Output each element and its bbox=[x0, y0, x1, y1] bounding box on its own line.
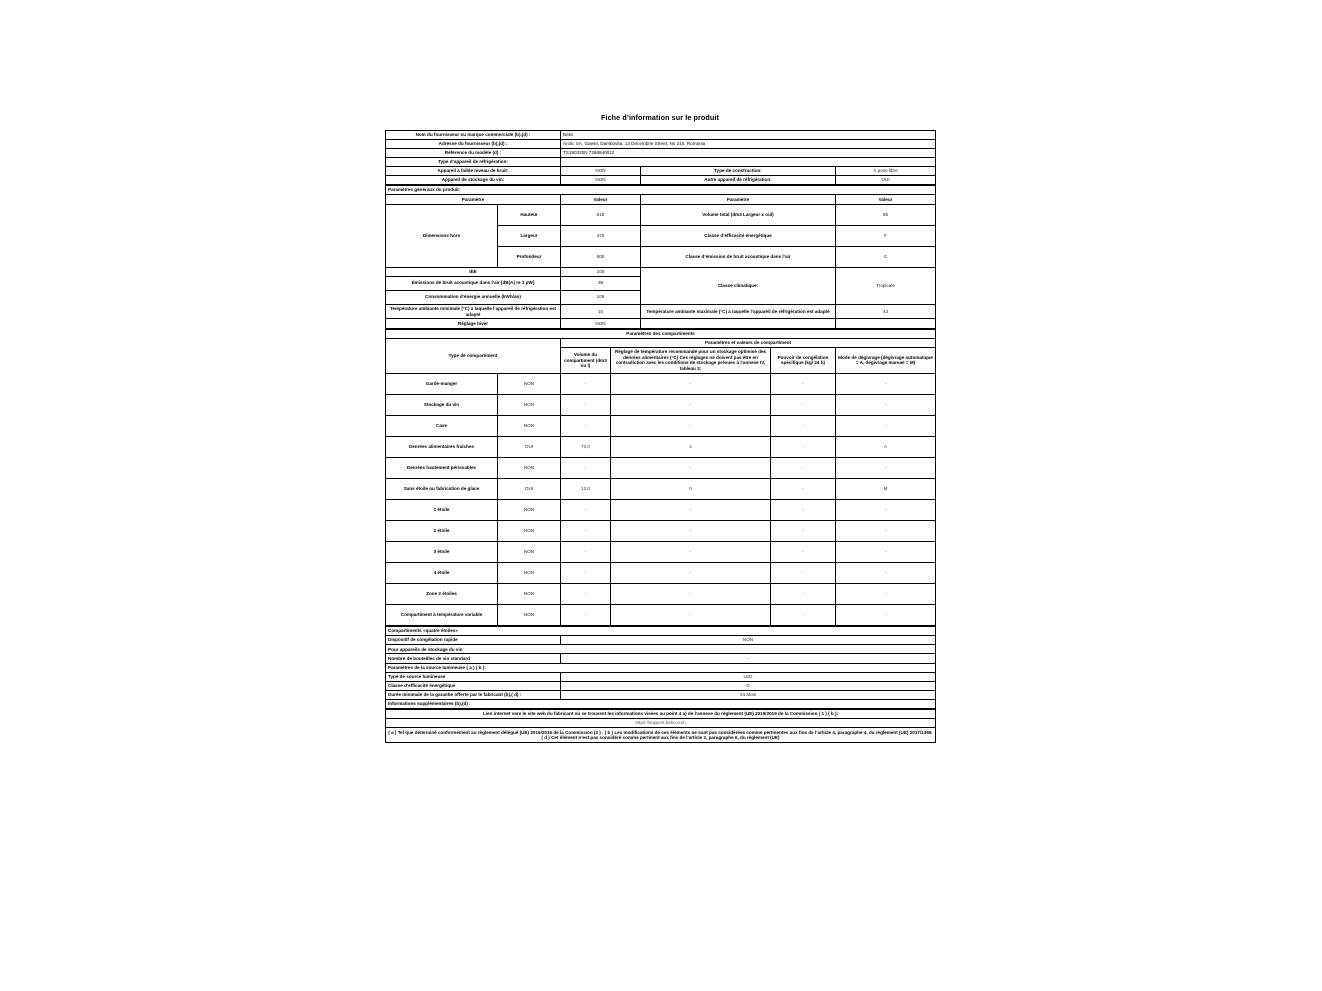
climate-class-value: Tropicale bbox=[836, 267, 936, 304]
compartment-freezing: - bbox=[771, 395, 836, 416]
general-section-label: Paramètres généraux du produit: bbox=[386, 186, 936, 195]
compartment-defrost: - bbox=[836, 521, 936, 542]
compartment-present: NON bbox=[498, 416, 561, 437]
total-volume-value: 85 bbox=[836, 204, 936, 225]
compartment-volume: - bbox=[561, 374, 611, 395]
light-section-label: Paramètres de la source lumineuse ( a ) ( b ): bbox=[386, 663, 936, 672]
table-row bbox=[386, 654, 936, 663]
compartment-defrost: - bbox=[836, 605, 936, 626]
compartment-name: Compartiment à température variable bbox=[386, 605, 498, 626]
table-row bbox=[386, 690, 936, 699]
value-header-left: Valeur bbox=[561, 195, 641, 204]
table-row bbox=[386, 500, 936, 521]
compartment-volume: - bbox=[561, 395, 611, 416]
annual-energy-label: Consommation d’énergie annuelle (kWh/an) bbox=[386, 290, 561, 304]
compartment-freezing: - bbox=[771, 521, 836, 542]
energy-class-value: F bbox=[836, 225, 936, 246]
compartment-name: Denrées alimentaires fraîches bbox=[386, 437, 498, 458]
product-information-sheet bbox=[385, 114, 935, 743]
table-row bbox=[386, 267, 936, 276]
compartment-volume: - bbox=[561, 563, 611, 584]
depth-value: 600 bbox=[561, 246, 641, 267]
other-appliance-label: Autre appareil de réfrigération: bbox=[641, 176, 836, 185]
table-row bbox=[386, 130, 936, 139]
compartment-present: NON bbox=[498, 500, 561, 521]
table-row bbox=[386, 663, 936, 672]
compartment-name: 4 étoile bbox=[386, 563, 498, 584]
value-header-right: Valeur bbox=[836, 195, 936, 204]
compartment-present: NON bbox=[498, 458, 561, 479]
max-temp-label: Température ambiante maximale (°C) à laquelle l’appareil de réfrigération est adapté bbox=[641, 304, 836, 319]
table-row bbox=[386, 719, 936, 728]
compartment-defrost: A bbox=[836, 437, 936, 458]
compartment-defrost: - bbox=[836, 458, 936, 479]
low-noise-value: NON bbox=[561, 167, 641, 176]
total-volume-label: Volume total (dm3 Largeur x oul) bbox=[641, 204, 836, 225]
additional-info-label: Informations supplémentaires (b),(d) : bbox=[386, 699, 936, 708]
compartment-volume: - bbox=[561, 521, 611, 542]
table-row bbox=[386, 542, 936, 563]
compartment-volume: - bbox=[561, 458, 611, 479]
compartment-volume: 12,0 bbox=[561, 479, 611, 500]
compartment-freezing: - bbox=[771, 542, 836, 563]
compartment-present: NON bbox=[498, 374, 561, 395]
compartment-present: OUI bbox=[498, 479, 561, 500]
table-row bbox=[386, 304, 936, 319]
table-row bbox=[386, 204, 936, 225]
iee-value: 100 bbox=[561, 267, 641, 276]
compartment-freezing: - bbox=[771, 458, 836, 479]
empty-cell bbox=[836, 319, 936, 328]
table-row bbox=[386, 584, 936, 605]
supplier-address-label: Adresse du fournisseur (b),(d) : bbox=[386, 139, 561, 148]
compartment-name: Cave bbox=[386, 416, 498, 437]
table-row bbox=[386, 458, 936, 479]
compartment-name: Garde-manger bbox=[386, 374, 498, 395]
annual-energy-value: 109 bbox=[561, 290, 641, 304]
compartment-temperature-header: Réglage de température recommandé pour un stockage optimisé des denrées alimentaires (°C) Ces réglages ne doivent pas être en contradiction avec les conditions de stockage prévues à l’annexe IV, tableau 3; bbox=[611, 347, 771, 373]
compartment-present: NON bbox=[498, 563, 561, 584]
iee-label: IEE bbox=[386, 267, 561, 276]
compartment-temperature: - bbox=[611, 500, 771, 521]
compartment-defrost: M bbox=[836, 479, 936, 500]
other-appliance-value: OUI bbox=[836, 176, 936, 185]
table-row bbox=[386, 605, 936, 626]
compartment-freezing-header: Pouvoir de congélation spécifique (kg/ 24 h) bbox=[771, 347, 836, 373]
compartment-volume-header: Volume du compartiment (dm3 ou l) bbox=[561, 347, 611, 373]
parameter-header-right: Paramètre bbox=[641, 195, 836, 204]
compartment-name: Stockage du vin bbox=[386, 395, 498, 416]
light-class-label: Classe d’efficacité énergétique bbox=[386, 681, 561, 690]
noise-emission-value: 38 bbox=[561, 276, 641, 290]
noise-emission-label: Émissions de bruit acoustique dans l’air [dB(A) re 1 pW] bbox=[386, 276, 561, 290]
fast-freeze-label: Dispositif de congélation rapide bbox=[386, 636, 561, 645]
table-row bbox=[386, 167, 936, 176]
table-row bbox=[386, 195, 936, 204]
fast-freeze-value: NON bbox=[561, 636, 936, 645]
bottles-value: - bbox=[561, 654, 936, 663]
compartment-group-header: Paramètres et valeurs de compartiment bbox=[561, 338, 936, 347]
compartment-volume: 73,0 bbox=[561, 437, 611, 458]
table-row bbox=[386, 563, 936, 584]
width-label: Largeur bbox=[498, 225, 561, 246]
table-row bbox=[386, 148, 936, 157]
compartment-defrost: - bbox=[836, 542, 936, 563]
compartment-temperature: - bbox=[611, 416, 771, 437]
table-row bbox=[386, 672, 936, 681]
table-row bbox=[386, 139, 936, 148]
compartment-temperature: - bbox=[611, 458, 771, 479]
compartment-present: OUI bbox=[498, 437, 561, 458]
supplier-table bbox=[385, 130, 936, 186]
compartment-rows bbox=[386, 374, 936, 626]
extra-parameters-table bbox=[385, 626, 936, 709]
table-row bbox=[386, 338, 936, 347]
manufacturer-link-header: Lien internet vers le site web du fabricant où se trouvent les informations visées au point 4 a) de l’annexe du règlement (UE) 2019/2019 de la Commission ( 1 ) ( b ): bbox=[386, 710, 936, 719]
parameter-header-left: Paramètre bbox=[386, 195, 561, 204]
compartment-temperature: 0 bbox=[611, 479, 771, 500]
depth-label: Profondeur bbox=[498, 246, 561, 267]
table-row bbox=[386, 728, 936, 743]
compartment-volume: - bbox=[561, 416, 611, 437]
winter-setting-label: Réglage hiver bbox=[386, 319, 561, 328]
compartment-freezing: - bbox=[771, 437, 836, 458]
compartment-defrost: - bbox=[836, 374, 936, 395]
max-temp-value: 43 bbox=[836, 304, 936, 319]
wine-storage-value: NON bbox=[561, 176, 641, 185]
compartment-freezing: - bbox=[771, 584, 836, 605]
compartment-temperature: - bbox=[611, 542, 771, 563]
compartment-volume: - bbox=[561, 584, 611, 605]
table-row bbox=[386, 636, 936, 645]
warranty-label: Durée minimale de la garantie offerte par le fabricant (b),( d) : bbox=[386, 690, 561, 699]
footer-table bbox=[385, 709, 936, 743]
noise-class-value: C bbox=[836, 246, 936, 267]
compartment-defrost: - bbox=[836, 416, 936, 437]
compartment-present: NON bbox=[498, 605, 561, 626]
light-type-value: LED bbox=[561, 672, 936, 681]
compartment-freezing: - bbox=[771, 479, 836, 500]
compartment-defrost: - bbox=[836, 500, 936, 521]
table-row bbox=[386, 374, 936, 395]
table-row bbox=[386, 437, 936, 458]
table-row bbox=[386, 710, 936, 719]
compartment-temperature: - bbox=[611, 563, 771, 584]
compartment-temperature: - bbox=[611, 521, 771, 542]
compartment-name: Sans étoile ou fabrication de glace bbox=[386, 479, 498, 500]
construction-type-label: Type de construction: bbox=[641, 167, 836, 176]
noise-class-label: Classe d’émission de bruit acoustique dans l’air bbox=[641, 246, 836, 267]
compartments-section-label: Paramètres des compartiments bbox=[386, 329, 936, 338]
supplier-address-value: Arctic SA, Gaesti, Dambovita, 13 Decembrie Street, No 210, Romania bbox=[561, 139, 936, 148]
table-row bbox=[386, 521, 936, 542]
table-row bbox=[386, 319, 936, 328]
table-row bbox=[386, 186, 936, 195]
compartment-temperature: 4 bbox=[611, 437, 771, 458]
min-temp-label: Température ambiante minimale (°C) à laquelle l’appareil de réfrigération est adapté bbox=[386, 304, 561, 319]
compartment-name: Zone 2 étoiles bbox=[386, 584, 498, 605]
compartments-table bbox=[385, 329, 936, 627]
min-temp-value: 10 bbox=[561, 304, 641, 319]
model-reference-value: TS190320N 7266940012 bbox=[561, 148, 936, 157]
climate-class-label: Classe climatique: bbox=[641, 267, 836, 304]
compartment-volume: - bbox=[561, 500, 611, 521]
appliance-type-label: Type d’appareil de réfrigération: bbox=[386, 157, 561, 166]
compartment-temperature: - bbox=[611, 584, 771, 605]
supplier-name-label: Nom du fournisseur ou marque commerciale (b),(d) : bbox=[386, 130, 561, 139]
compartment-freezing: - bbox=[771, 416, 836, 437]
wine-appliance-label: Pour appareils de stockage du vin bbox=[386, 645, 936, 654]
regulatory-footnotes: ( a ) Tel que déterminé conformément au règlement délégué (UE) 2019/2015 de la Commission (2 ) . ( b ) Les modifications de ces éléments ne sont pas considérées comme pertinentes aux fins de l’article 4, paragraphe 4, du règlement (UE) 2017/1369. ( d ) Cet élément n’est pas considéré comme pertinent aux fins de l’article 2, paragraphe 6, du règlement (UE) bbox=[386, 728, 936, 743]
compartment-defrost: - bbox=[836, 584, 936, 605]
compartment-present: NON bbox=[498, 521, 561, 542]
compartment-defrost-header: Mode de dégivrage (dégivrage automatique = A, dégivrage manuel = M) bbox=[836, 347, 936, 373]
table-row bbox=[386, 329, 936, 338]
compartment-present: NON bbox=[498, 542, 561, 563]
light-type-label: Type de source lumineuse bbox=[386, 672, 561, 681]
compartment-freezing: - bbox=[771, 500, 836, 521]
warranty-value: 24 Mois bbox=[561, 690, 936, 699]
page-title: Fiche d’information sur le produit bbox=[600, 113, 719, 122]
empty-cell bbox=[641, 319, 836, 328]
table-row bbox=[386, 681, 936, 690]
light-class-value: G bbox=[561, 681, 936, 690]
appliance-type-value bbox=[561, 157, 936, 166]
bottles-label: Nombre de bouteilles de vin standard bbox=[386, 654, 561, 663]
model-reference-label: Référence du modèle (d) : bbox=[386, 148, 561, 157]
compartment-freezing: - bbox=[771, 563, 836, 584]
energy-class-label: Classe d’efficacité énergétique bbox=[641, 225, 836, 246]
compartment-freezing: - bbox=[771, 605, 836, 626]
four-star-label: Compartiments «quatre étoiles» bbox=[386, 627, 936, 636]
table-row bbox=[386, 395, 936, 416]
compartment-volume: - bbox=[561, 542, 611, 563]
low-noise-label: Appareil à faible niveau de bruit: bbox=[386, 167, 561, 176]
compartment-temperature: - bbox=[611, 374, 771, 395]
table-row bbox=[386, 699, 936, 708]
table-row bbox=[386, 416, 936, 437]
table-row bbox=[386, 157, 936, 166]
table-row bbox=[386, 479, 936, 500]
table-row bbox=[386, 627, 936, 636]
compartment-name: 3 étoile bbox=[386, 542, 498, 563]
construction-type-value: À pose libre bbox=[836, 167, 936, 176]
compartment-temperature: - bbox=[611, 605, 771, 626]
table-row bbox=[386, 176, 936, 185]
supplier-name-value: Beko bbox=[561, 130, 936, 139]
general-parameters-table bbox=[385, 185, 936, 328]
manufacturer-link[interactable]: https://support.beko.com bbox=[386, 719, 936, 728]
compartment-present: NON bbox=[498, 395, 561, 416]
compartment-defrost: - bbox=[836, 563, 936, 584]
compartment-name: 2 étoile bbox=[386, 521, 498, 542]
compartment-freezing: - bbox=[771, 374, 836, 395]
table-row bbox=[386, 645, 936, 654]
height-label: Hauteur bbox=[498, 204, 561, 225]
compartment-defrost: - bbox=[836, 395, 936, 416]
compartment-name: 1 étoile bbox=[386, 500, 498, 521]
compartment-volume: - bbox=[561, 605, 611, 626]
compartment-type-header: Type de compartiment bbox=[386, 338, 561, 373]
compartment-temperature: - bbox=[611, 395, 771, 416]
compartment-present: NON bbox=[498, 584, 561, 605]
height-value: 818 bbox=[561, 204, 641, 225]
width-value: 475 bbox=[561, 225, 641, 246]
winter-setting-value: NON bbox=[561, 319, 641, 328]
dimensions-label: Dimensions hors bbox=[386, 204, 498, 267]
wine-storage-label: Appareil de stockage du vin: bbox=[386, 176, 561, 185]
compartment-name: Denrées hautement périssables bbox=[386, 458, 498, 479]
